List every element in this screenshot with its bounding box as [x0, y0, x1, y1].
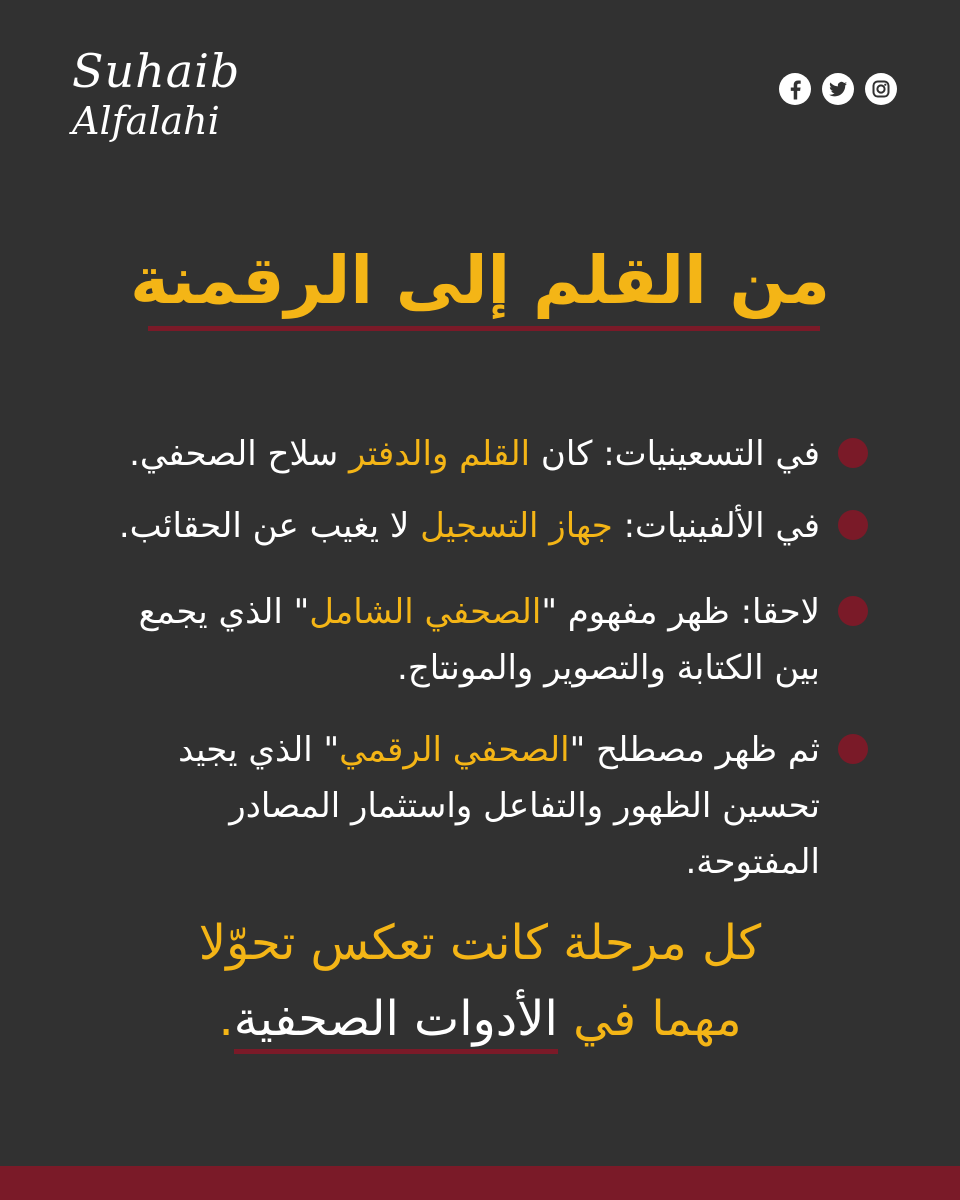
- instagram-icon[interactable]: [864, 72, 898, 106]
- closing-statement: [0, 905, 960, 1057]
- bullet-dot: [838, 734, 868, 764]
- facebook-icon[interactable]: [778, 72, 812, 106]
- item-text: لاحقا: ظهر مفهوم ": [541, 592, 820, 632]
- bullet-dot: [838, 510, 868, 540]
- closing-period: .: [218, 991, 234, 1047]
- timeline-list: [88, 426, 868, 902]
- twitter-icon[interactable]: [821, 72, 855, 106]
- list-item: [88, 498, 868, 554]
- brand-name-first: Suhaib: [72, 44, 241, 98]
- bullet-dot: [838, 596, 868, 626]
- item-text: " الذي يجمع بين الكتابة والتصوير والمونتاج.: [138, 592, 820, 688]
- page-title: من القلم إلى الرقمنة: [130, 242, 830, 319]
- bullet-dot: [838, 438, 868, 468]
- item-text: سلاح الصحفي.: [129, 434, 350, 474]
- brand-logo: [72, 44, 241, 143]
- closing-line-2: [0, 981, 960, 1057]
- item-text: " الذي يجيد تحسين الظهور والتفاعل واستثمار المصادر المفتوحة.: [178, 730, 820, 882]
- item-text: في التسعينيات: كان: [530, 434, 820, 474]
- list-item: [88, 584, 868, 696]
- item-text: ثم ظهر مصطلح ": [569, 730, 820, 770]
- title-underline: [148, 326, 820, 331]
- item-text: لا يغيب عن الحقائب.: [118, 506, 421, 546]
- item-highlight: الصحفي الرقمي: [339, 730, 570, 770]
- social-links: [778, 72, 898, 106]
- item-highlight: الصحفي الشامل: [309, 592, 542, 632]
- item-text: في الألفينيات:: [612, 506, 820, 546]
- list-item: [88, 426, 868, 482]
- item-highlight: جهاز التسجيل: [420, 506, 613, 546]
- brand-name-last: Alfalahi: [72, 99, 220, 143]
- list-item: [88, 722, 868, 890]
- closing-line-1: كل مرحلة كانت تعكس تحوّلا: [198, 915, 762, 971]
- closing-text: مهما في: [557, 991, 742, 1047]
- closing-emphasis: الأدوات الصحفية: [234, 991, 558, 1054]
- bottom-bar: [0, 1166, 960, 1200]
- item-highlight: القلم والدفتر: [349, 434, 531, 474]
